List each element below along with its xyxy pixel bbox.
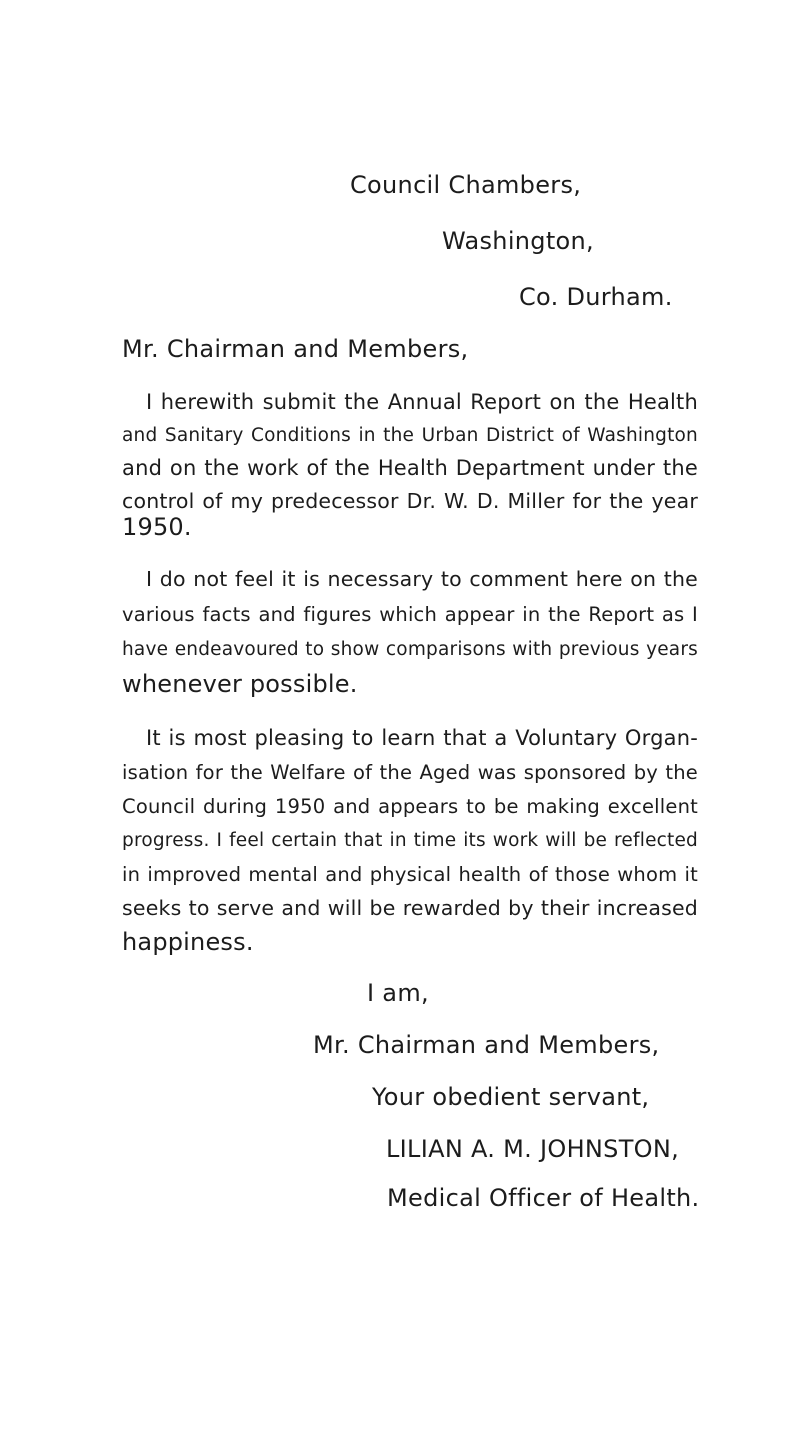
paragraph-3-line-4: progress. I feel certain that in time its work will be reflected (122, 830, 698, 851)
closing-valediction: Your obedient servant, (372, 1083, 650, 1111)
paragraph-3-line-2: isation for the Welfare of the Aged was sponsored by the (122, 761, 698, 784)
address-line-2: Washington, (442, 227, 594, 255)
paragraph-2-line-2: various facts and figures which appear in the Report as I (122, 603, 698, 626)
paragraph-1-line-1: I herewith submit the Annual Report on the Health (146, 390, 698, 414)
paragraph-1-line-2: and Sanitary Conditions in the Urban District of Washington (122, 425, 698, 446)
paragraph-2-line-4: whenever possible. (122, 670, 358, 698)
address-line-3: Co. Durham. (519, 283, 673, 311)
paragraph-3-line-6: seeks to serve and will be rewarded by their increased (122, 896, 698, 920)
salutation: Mr. Chairman and Members, (122, 335, 469, 363)
paragraph-3-line-3: Council during 1950 and appears to be making excellent (122, 795, 698, 818)
paragraph-3-line-5: in improved mental and physical health of those whom it (122, 863, 698, 886)
signatory-title: Medical Officer of Health. (387, 1184, 700, 1212)
paragraph-1-line-3: and on the work of the Health Department under the (122, 456, 698, 480)
signatory-name: LILIAN A. M. JOHNSTON, (386, 1135, 680, 1163)
paragraph-3-line-7: happiness. (122, 928, 254, 956)
paragraph-2-line-1: I do not feel it is necessary to comment here on the (146, 567, 698, 591)
address-line-1: Council Chambers, (350, 171, 582, 199)
paragraph-3-line-1: It is most pleasing to learn that a Voluntary Organ- (146, 726, 698, 750)
closing-i-am: I am, (367, 979, 429, 1007)
paragraph-2-line-3: have endeavoured to show comparisons with previous years (122, 639, 698, 660)
paragraph-1-line-5: 1950. (122, 513, 192, 541)
paragraph-1-line-4: control of my predecessor Dr. W. D. Miller for the year (122, 489, 698, 513)
closing-address: Mr. Chairman and Members, (313, 1031, 660, 1059)
